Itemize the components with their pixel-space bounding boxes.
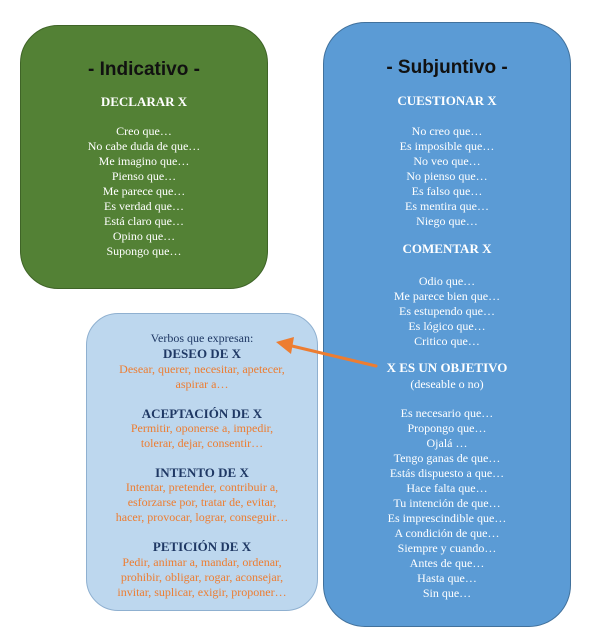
subjuntivo-box [323,22,571,627]
list-item: Creo que… [116,124,172,138]
list-item: No pienso que… [406,169,488,183]
example-line: Permitir, oponerse a, impedir, [130,421,274,435]
list-item: Tengo ganas de que… [393,451,501,465]
list-item: Es necesario que… [400,406,494,420]
comentar-list [324,274,570,349]
aceptacion-examples [87,421,317,451]
list-item: Supongo que… [106,244,182,258]
list-item: Es falso que… [411,184,483,198]
list-item: Ojalá … [426,436,468,450]
list-item: No cabe duda de que… [87,139,201,153]
list-item: No veo que… [413,154,481,168]
list-item: Es estupendo que… [399,304,495,318]
verbos-box [86,313,318,611]
example-line: prohibir, obligar, rogar, aconsejar, [120,570,284,584]
verbos-intro: Verbos que expresan: [150,331,254,345]
declarar-heading: DECLARAR X [100,94,188,109]
list-item: Pienso que… [111,169,177,183]
list-item: Siempre y cuando… [397,541,497,555]
list-item: Hasta que… [417,571,477,585]
list-item: Antes de que… [409,556,485,570]
objetivo-heading: X ES UN OBJETIVO [386,360,508,375]
comentar-heading: COMENTAR X [402,241,492,256]
list-item: Sin que… [422,586,472,600]
list-item: Es imposible que… [399,139,495,153]
list-item: Critico que… [414,334,480,348]
peticion-examples [87,555,317,600]
objetivo-subheading: (deseable o no) [410,377,484,391]
list-item: Hace falta que… [406,481,488,495]
example-line: Pedir, animar a, mandar, ordenar, [122,555,282,569]
list-item: Niego que… [416,214,478,228]
example-line: hacer, provocar, lograr, conseguir… [115,510,289,524]
list-item: Me imagino que… [98,154,190,168]
example-line: invitar, suplicar, exigir, proponer… [117,585,287,599]
list-item: Es mentira que… [405,199,489,213]
declarar-list [21,124,267,259]
example-line: Desear, querer, necesitar, apetecer, [119,362,285,376]
indicativo-title: - Indicativo - [88,59,200,80]
cuestionar-heading: CUESTIONAR X [397,93,497,108]
example-line: esforzarse por, tratar de, evitar, [127,495,277,509]
list-item: Es imprescindible que… [387,511,507,525]
list-item: Me parece que… [102,184,186,198]
list-item: A condición de que… [394,526,500,540]
intento-examples [87,480,317,525]
list-item: Tu intención de que… [393,496,501,510]
deseo-examples [87,362,317,392]
list-item: Me parece bien que… [393,289,501,303]
example-line: aspirar a… [175,377,229,391]
example-line: tolerar, dejar, consentir… [140,436,264,450]
deseo-heading: DESEO DE X [162,346,242,361]
peticion-heading: PETICIÓN DE X [152,539,252,554]
intento-heading: INTENTO DE X [155,465,249,480]
subjuntivo-title: - Subjuntivo - [386,57,508,78]
cuestionar-list [324,124,570,229]
list-item: Es lógico que… [408,319,486,333]
indicativo-box [20,25,268,289]
list-item: Es verdad que… [104,199,184,213]
example-line: Intentar, pretender, contribuir a, [125,480,279,494]
list-item: No creo que… [411,124,483,138]
aceptacion-heading: ACEPTACIÓN DE X [141,406,263,421]
list-item: Opino que… [112,229,176,243]
list-item: Propongo que… [407,421,487,435]
objetivo-list [324,406,570,601]
list-item: Está claro que… [104,214,184,228]
list-item: Odio que… [418,274,476,288]
list-item: Estás dispuesto a que… [389,466,505,480]
